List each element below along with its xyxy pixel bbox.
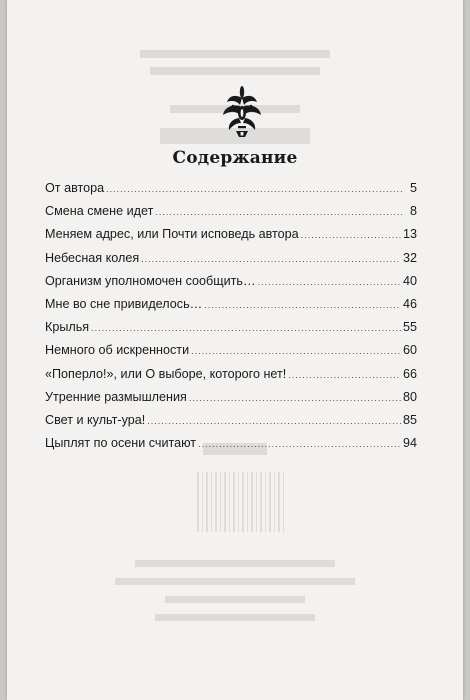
toc-entry: [45, 204, 417, 227]
toc-entry-title: Свет и культ-ура!: [45, 412, 146, 427]
toc-entry-page: 40: [402, 273, 417, 288]
bleed-through-barcode: [197, 472, 287, 532]
toc-entry: [45, 251, 417, 274]
dot-leader: [288, 370, 401, 380]
toc-entry: [45, 413, 417, 436]
toc-entry-title: Цыплят по осени считают: [45, 436, 197, 451]
toc-entry: [45, 343, 417, 366]
dot-leader: [141, 254, 401, 264]
dot-leader: [106, 184, 403, 194]
toc-entry-page: 94: [402, 436, 417, 451]
toc-entry-title: Смена смене идет: [45, 204, 154, 219]
toc-entry: [45, 274, 417, 297]
table-of-contents: [45, 181, 417, 459]
dot-leader: [204, 300, 401, 310]
toc-entry-title: Небесная колея: [45, 250, 140, 265]
book-page: [7, 0, 463, 700]
bleed-through-text: [7, 48, 463, 82]
toc-entry: [45, 227, 417, 250]
fleuron-ornament-icon: [221, 84, 263, 138]
toc-entry: [45, 181, 417, 204]
toc-entry-page: 55: [402, 320, 417, 335]
toc-entry: [45, 320, 417, 343]
dot-leader: [258, 277, 401, 287]
toc-entry-page: 13: [402, 227, 417, 242]
toc-entry: [45, 297, 417, 320]
toc-entry-title: От автора: [45, 181, 105, 195]
toc-entry-title: Организм уполномочен сообщить…: [45, 273, 256, 288]
toc-entry-title: Мне во сне привиделось…: [45, 296, 203, 311]
bleed-through-publisher: [7, 556, 463, 628]
toc-entry: [45, 390, 417, 413]
dot-leader: [189, 393, 401, 403]
toc-entry-title: Крылья: [45, 320, 90, 335]
toc-entry-page: 60: [402, 343, 417, 358]
dot-leader: [91, 323, 401, 333]
dot-leader: [198, 439, 401, 449]
toc-entry: [45, 436, 417, 459]
toc-entry-title: Немного об искренности: [45, 343, 190, 358]
toc-entry-title: «Поперло!», или О выборе, которого нет!: [45, 366, 287, 381]
dot-leader: [301, 230, 401, 240]
toc-entry-page: 66: [402, 366, 417, 381]
toc-entry-page: 5: [409, 181, 417, 195]
dot-leader: [191, 346, 401, 356]
toc-entry-page: 80: [402, 389, 417, 404]
toc-entry-title: Меняем адрес, или Почти исповедь автора: [45, 227, 299, 242]
toc-entry-page: 46: [402, 296, 417, 311]
page-heading: Содержание: [172, 148, 298, 168]
toc-entry-page: 32: [402, 250, 417, 265]
dot-leader: [155, 207, 403, 217]
toc-entry-page: 8: [409, 204, 417, 219]
dot-leader: [147, 416, 401, 426]
toc-entry-page: 85: [402, 412, 417, 427]
toc-entry: [45, 367, 417, 390]
toc-entry-title: Утренние размышления: [45, 389, 187, 404]
